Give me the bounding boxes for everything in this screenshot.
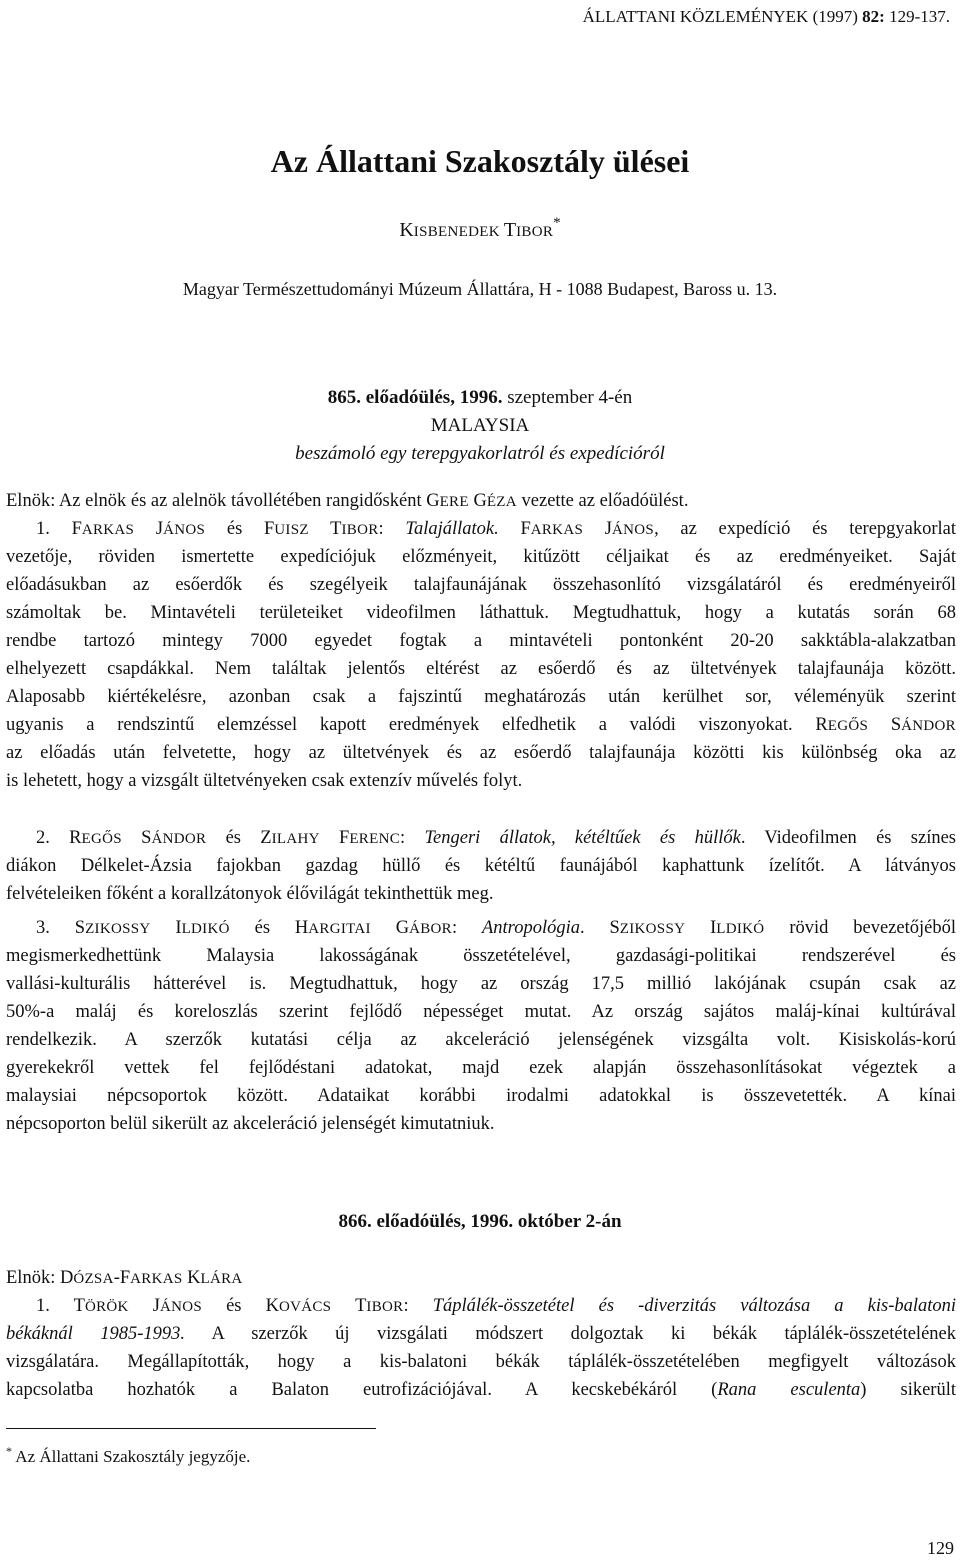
author-footnote-mark: * bbox=[553, 215, 561, 231]
session-865-heading bbox=[0, 384, 960, 468]
talk-3-text-line: népcsoporton belül sikerült az akceleráció jelenségét kimutatniuk. bbox=[6, 1114, 495, 1134]
talk-3-text-line: gyerekekről vettek fel fejlődéstani adatokat, majd ezek alapján összehasonlításokat végeztek a bbox=[6, 1058, 956, 1078]
footnote-mark: * bbox=[6, 1444, 12, 1458]
talk-1-text-line: vezetője, röviden ismertette expedíciójuk előzményeit, kitűzött céljaikat és az eredményeiket. Saját bbox=[6, 547, 956, 567]
talk-3-text-line: megismerkedhettünk Malaysia lakosságának összetételével, gazdasági-politikai rendszerével és bbox=[6, 946, 956, 966]
author-name: KISBENEDEK TIBOR* bbox=[399, 215, 561, 241]
session-866-talk-1-heading-line: 1. TÖRÖK JÁNOS és KOVÁCS TIBOR: Táplálék-összetétel és -diverzitás változása a kis-balatoni bbox=[36, 1296, 956, 1316]
footnote-rule bbox=[6, 1428, 376, 1429]
page-range: 129-137. bbox=[884, 7, 950, 26]
session-865-talk-3 bbox=[6, 914, 956, 1138]
talk-1-text-line: számoltak be. Mintavételi területeiket videofilmen láthattuk. Megtudhattuk, hogy a kutatás során 68 bbox=[6, 603, 956, 623]
session-866-heading: 866. előadóülés, 1996. október 2-án bbox=[338, 1211, 622, 1232]
session-865-body bbox=[6, 487, 956, 795]
talk-2-text-line: felvételeiken főként a korallzátonyok élővilágát tekinthettük meg. bbox=[6, 884, 494, 904]
footnote bbox=[6, 1444, 250, 1470]
talk-3-text-line: 50%-a maláj és koreloszlás szerint fejlődő népességet mutat. Az ország sajátos maláj-kínai kultúrával bbox=[6, 1002, 956, 1022]
footnote-text: Az Állattani Szakosztály jegyzője. bbox=[12, 1447, 251, 1466]
article-title: Az Állattani Szakosztály ülései bbox=[270, 143, 690, 179]
session-866-body bbox=[6, 1264, 956, 1404]
talk-3-text-line: rendelkezik. A szerzők kutatási célja az akceleráció jelenségének vizsgálta volt. Kisiskolás-korú bbox=[6, 1030, 956, 1050]
session-866-talk-1-text-line: vizsgálatára. Megállapították, hogy a kis-balatoni békák táplálék-összetételében megfigyelt változások bbox=[6, 1352, 956, 1372]
session-865-topic: MALAYSIA bbox=[430, 415, 530, 436]
talk-1-text-line: az előadás után felvetette, hogy az ültetvények és az esőerdő talajfaunája közötti kis különbség oka az bbox=[6, 743, 956, 763]
session-865-title: 865. előadóülés, 1996. szeptember 4-én bbox=[327, 387, 633, 408]
talk-1-heading-line: 1. FARKAS JÁNOS és FUISZ TIBOR: Talajállatok. FARKAS JÁNOS, az expedíció és terepgyakorlat bbox=[36, 519, 956, 539]
talk-1-text-line: rendbe tartozó mintegy 7000 egyedet fogtak a mintavételi pontonként 20-20 sakktábla-alakzatban bbox=[6, 631, 956, 651]
talk-3-text-line: malaysiai népcsoportok között. Adataikat korábbi irodalmi adatokkal is összevetették. A kínai bbox=[6, 1086, 956, 1106]
talk-1-text-line: elhelyezett csapdákkal. Nem találtak jelentős eltérést az esőerdő és az ültetvények talajfaunája között. bbox=[6, 659, 956, 679]
talk-2-text-line: diákon Délkelet-Ázsia fajokban gazdag hüllő és kétéltű faunájából kaphattunk ízelítőt. A látványos bbox=[6, 856, 956, 876]
journal-citation: ÁLLATTANI KÖZLEMÉNYEK (1997) bbox=[582, 7, 863, 26]
volume-number: 82: bbox=[862, 7, 885, 26]
session-866-talk-1-text-line: békáknál 1985-1993. A szerzők új vizsgálati módszert dolgoztak ki békák táplálék-összetételének bbox=[6, 1324, 956, 1344]
session-865-talk-2 bbox=[6, 824, 956, 908]
session-865-chair: Elnök: Az elnök és az alelnök távollétében rangidősként GERE GÉZA vezette az előadóülést. bbox=[6, 491, 689, 511]
talk-3-text-line: vallási-kulturális hátterével is. Megtudhattuk, hogy az ország 17,5 millió lakójának csupán csak az bbox=[6, 974, 956, 994]
author-affiliation: Magyar Természettudományi Múzeum Állattára, H - 1088 Budapest, Baross u. 13. bbox=[182, 279, 778, 299]
talk-2-heading-line: 2. REGŐS SÁNDOR és ZILAHY FERENC: Tengeri állatok, kétéltűek és hüllők. Videofilmen és színes bbox=[36, 828, 956, 848]
session-866-talk-1-text-line: kapcsolatba hozhatók a Balaton eutrofizációjával. A kecskebékáról (Rana esculenta) sikerült bbox=[6, 1380, 956, 1400]
talk-3-heading-line: 3. SZIKOSSY ILDIKÓ és HARGITAI GÁBOR: Antropológia. SZIKOSSY ILDIKÓ rövid bevezetőjéből bbox=[36, 918, 956, 938]
talk-1-text-line: is lehetett, hogy a vizsgált ültetvényeken csak extenzív művelés folyt. bbox=[6, 771, 523, 791]
session-865-subtitle: beszámoló egy terepgyakorlatról és expedícióról bbox=[295, 443, 665, 464]
talk-1-text-line: előadásukban az esőerdők és szegélyeik talajfaunájának összehasonlító vizsgálatáról és eredményeiről bbox=[6, 575, 956, 595]
running-head bbox=[583, 5, 950, 29]
talk-1-text-line: Alaposabb kiértékelésre, azonban csak a fajszintű meghatározás után kerülhet sor, véleményük szerint bbox=[6, 687, 956, 707]
session-866-chair: Elnök: DÓZSA-FARKAS KLÁRA bbox=[6, 1268, 243, 1288]
talk-1-text-line: ugyanis a rendszintű elemzéssel kapott eredmények elfedhetik a valódi viszonyokat. REGŐS SÁNDOR bbox=[6, 715, 956, 735]
page-number: 129 bbox=[927, 1538, 954, 1558]
